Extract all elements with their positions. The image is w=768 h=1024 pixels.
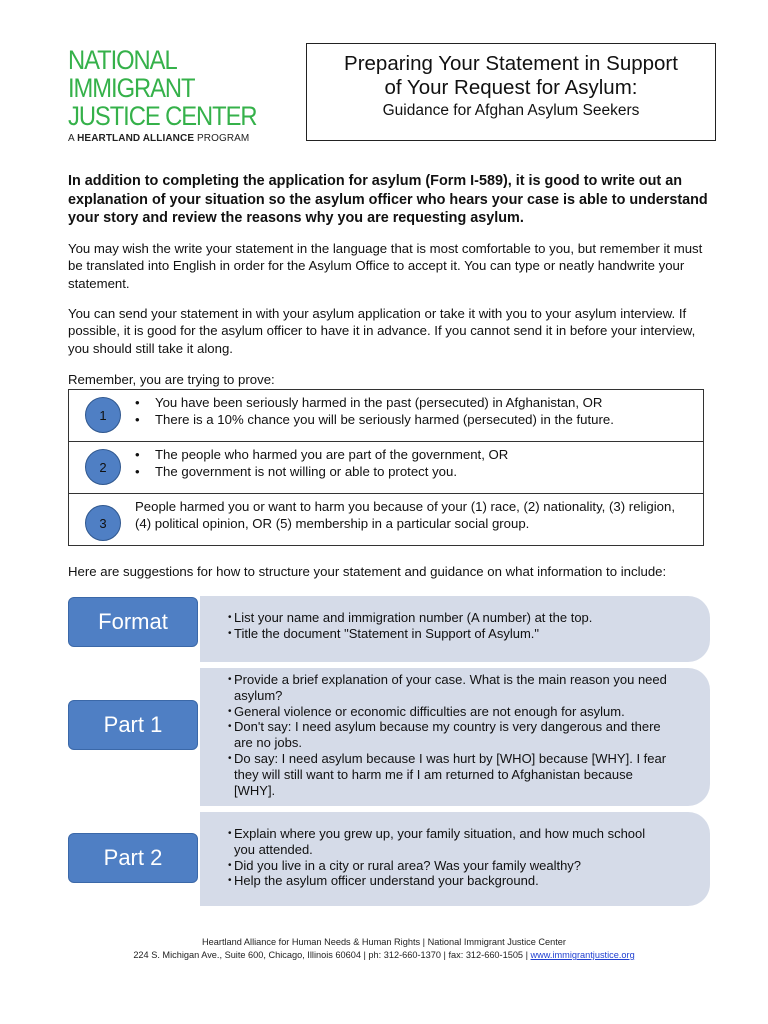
part-2-label: Part 2 bbox=[68, 833, 198, 883]
logo-sub-prefix: A bbox=[68, 133, 75, 144]
logo-line-2: IMMIGRANT bbox=[68, 73, 195, 103]
proof-item: • You have been seriously harmed in the past (persecuted) in Afghanistan, OR bbox=[135, 394, 614, 411]
logo-subtitle bbox=[68, 133, 258, 144]
proof-item: • The people who harmed you are part of the government, OR bbox=[135, 446, 508, 463]
proof-text-1 bbox=[135, 390, 614, 441]
language-paragraph: You may wish the write your statement in the language that is most comfortable to you, but remember it must be translated into English in order for the Asylum Office to accept it. You can type or neatly handwrite your statement. bbox=[68, 241, 703, 291]
number-circle-2: 2 bbox=[85, 449, 121, 485]
guide-part-1 bbox=[68, 668, 712, 806]
guide-item: • Do say: I need asylum because I was hurt by [WHO] because [WHY]. I fear they will still want to harm me if I am returned to Afghanistan because [WHY]. bbox=[228, 751, 668, 798]
submission-paragraph: You can send your statement in with your asylum application or take it with you to your asylum interview. If possible, it is good for the asylum officer to have it in advance. If you cannot send it in before your interview, you should still take it along. bbox=[68, 306, 696, 356]
guide-item: • Explain where you grew up, your family situation, and how much school you attended. bbox=[228, 826, 668, 858]
guide-item: • Don't say: I need asylum because my country is very dangerous and there are no jobs. bbox=[228, 719, 668, 751]
page-footer bbox=[0, 936, 768, 962]
proof-text-2 bbox=[135, 442, 508, 493]
title-line-1: Preparing Your Statement in Support bbox=[344, 52, 678, 75]
logo-sub-bold: HEARTLAND ALLIANCE bbox=[77, 133, 195, 144]
guide-item: • Help the asylum officer understand your background. bbox=[228, 873, 668, 889]
guide-format bbox=[68, 596, 712, 662]
title-line-2: of Your Request for Asylum: bbox=[384, 76, 638, 99]
part-1-list bbox=[228, 672, 668, 798]
guide-item: • General violence or economic difficulties are not enough for asylum. bbox=[228, 704, 668, 720]
logo-line-3: JUSTICE CENTER bbox=[68, 101, 257, 131]
proof-row-3 bbox=[69, 493, 703, 545]
intro-paragraph: In addition to completing the application for asylum (Form I-589), it is good to write out an explanation of your situation so the asylum officer who hears your case is able to understand your story and review the reasons why you are requesting asylum. bbox=[68, 173, 708, 226]
guide-part-2 bbox=[68, 812, 712, 906]
number-circle-1: 1 bbox=[85, 397, 121, 433]
guide-item: • List your name and immigration number (A number) at the top. bbox=[228, 610, 678, 626]
remember-paragraph: Remember, you are trying to prove: bbox=[68, 372, 275, 387]
title-subtitle: Guidance for Afghan Asylum Seekers bbox=[382, 102, 640, 119]
proof-text-3: People harmed you or want to harm you because of your (1) race, (2) nationality, (3) religion, (4) political opinion, OR (5) membership in a particular social group. bbox=[135, 499, 675, 532]
suggestions-paragraph: Here are suggestions for how to structure your statement and guidance on what information to include: bbox=[68, 564, 667, 579]
guide-item: • Provide a brief explanation of your case. What is the main reason you need asylum? bbox=[228, 672, 668, 704]
proof-item: • There is a 10% chance you will be seriously harmed (persecuted) in the future. bbox=[135, 411, 614, 428]
part-2-list bbox=[228, 826, 668, 889]
format-list bbox=[228, 610, 678, 642]
guide-item: • Title the document "Statement in Support of Asylum." bbox=[228, 626, 678, 642]
proof-row-2 bbox=[69, 441, 703, 493]
number-circle-3: 3 bbox=[85, 505, 121, 541]
format-label: Format bbox=[68, 597, 198, 647]
organization-logo bbox=[68, 46, 258, 144]
logo-line-1: NATIONAL bbox=[68, 45, 177, 75]
proof-table bbox=[68, 389, 704, 546]
footer-line-2 bbox=[0, 949, 768, 962]
logo-sub-suffix: PROGRAM bbox=[196, 133, 250, 144]
footer-address: 224 S. Michigan Ave., Suite 600, Chicago, Illinois 60604 | ph: 312-660-1370 | fax: 312-660-1505 | bbox=[133, 950, 531, 960]
guide-item: • Did you live in a city or rural area? Was your family wealthy? bbox=[228, 858, 668, 874]
proof-row-1 bbox=[69, 390, 703, 441]
title-box bbox=[306, 43, 716, 141]
website-link[interactable]: www.immigrantjustice.org bbox=[530, 950, 635, 960]
footer-line-1: Heartland Alliance for Human Needs & Human Rights | National Immigrant Justice Center bbox=[202, 937, 566, 947]
part-1-label: Part 1 bbox=[68, 700, 198, 750]
proof-item: • The government is not willing or able to protect you. bbox=[135, 463, 508, 480]
